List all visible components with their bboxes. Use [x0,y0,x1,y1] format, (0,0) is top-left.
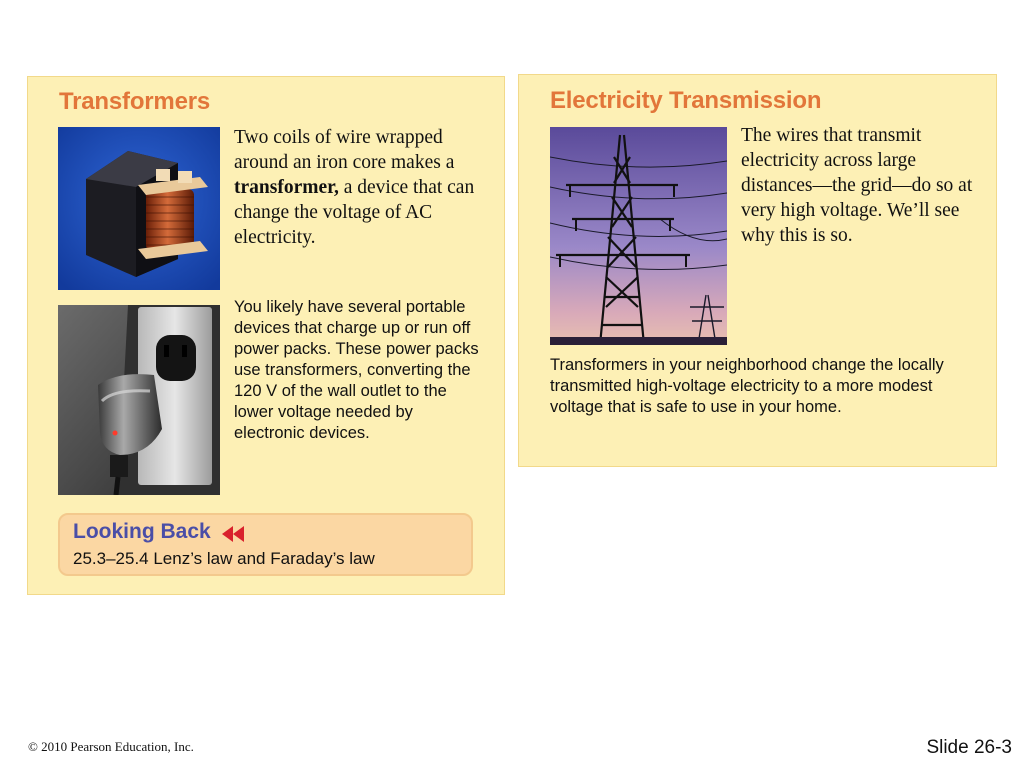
electricity-transmission-heading: Electricity Transmission [550,87,822,114]
copyright-notice: © 2010 Pearson Education, Inc. [28,739,194,754]
transformer-photo [58,127,220,290]
transformer-description-part2: a device that can change the voltage of AC electricity. [234,177,475,248]
power-lines-photo [550,127,727,345]
transformers-panel [27,76,505,595]
transformer-description [234,125,484,250]
transformer-term: transformer, [234,177,339,198]
looking-back-box [58,513,473,576]
electricity-transmission-panel [518,74,997,467]
grid-description: The wires that transmit electricity across large distances—the grid—do so at very high voltage. We’ll see why this is so. [741,125,973,246]
transformers-heading: Transformers [59,88,210,115]
slide-number: Slide 26-3 [926,737,1012,758]
rewind-icon [221,525,245,548]
power-pack-photo [58,305,220,495]
neighborhood-transformer-description: Transformers in your neighborhood change the locally transmitted high-voltage electricity to a more modest voltage that is safe to use in your home. [550,356,944,416]
power-pack-description: You likely have several portable devices that charge up or run off power packs. These power packs use transformers, converting the 120 V of the wall outlet to the lower voltage needed by electronic devices. [234,298,479,442]
transformer-description-part1: Two coils of wire wrapped around an iron core makes a [234,127,455,173]
looking-back-title: Looking Back [73,520,211,543]
looking-back-reference: 25.3–25.4 Lenz’s law and Faraday’s law [73,549,375,568]
